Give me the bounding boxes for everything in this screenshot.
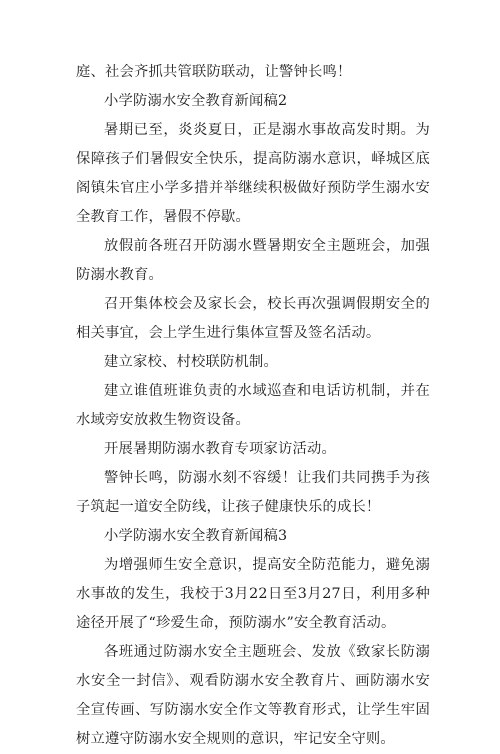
paragraph: 各班通过防溺水安全主题班会、发放《致家长防溺水安全一封信》、观看防溺水安全教育片、画防溺水安全宣传画、写防溺水安全作文等教育形式，让学生牢固树立遵守防溺水安全规则的意识，牢记安全守则。 [76, 644, 430, 747]
paragraph: 建立谁值班谁负责的水域巡查和电话访机制，并在水域旁安放救生物资设备。 [76, 383, 430, 428]
paragraph: 建立家校、村校联防机制。 [104, 354, 278, 370]
paragraph: 放假前各班召开防溺水暨暑期安全主题班会，加强防溺水教育。 [76, 238, 430, 283]
document-body [76, 58, 430, 754]
paragraph: 为增强师生安全意识，提高安全防范能力，避免溺水事故的发生，我校于3月22日至3月27日，利用多种途径开展了“珍爱生命，预防溺水”安全教育活动。 [76, 557, 430, 631]
section-heading-2: 小学防溺水安全教育新闻稿2 [104, 93, 288, 109]
paragraph-continuation: 庭、社会齐抓共管联防联动，让警钟长鸣！ [76, 64, 352, 80]
paragraph: 警钟长鸣，防溺水刻不容缓！让我们共同携手为孩子筑起一道安全防线，让孩子健康快乐的成长！ [76, 470, 430, 515]
paragraph: 开展暑期防溺水教育专项家访活动。 [104, 441, 336, 457]
paragraph: 暑期已至，炎炎夏日，正是溺水事故高发时期。为保障孩子们暑假安全快乐，提高防溺水意识，峄城区底阁镇朱官庄小学多措并举继续积极做好预防学生溺水安全教育工作，暑假不停歇。 [76, 122, 430, 225]
section-heading-3: 小学防溺水安全教育新闻稿3 [104, 528, 288, 544]
paragraph: 召开集体校会及家长会，校长再次强调假期安全的相关事宜，会上学生进行集体宣誓及签名活动。 [76, 296, 430, 341]
